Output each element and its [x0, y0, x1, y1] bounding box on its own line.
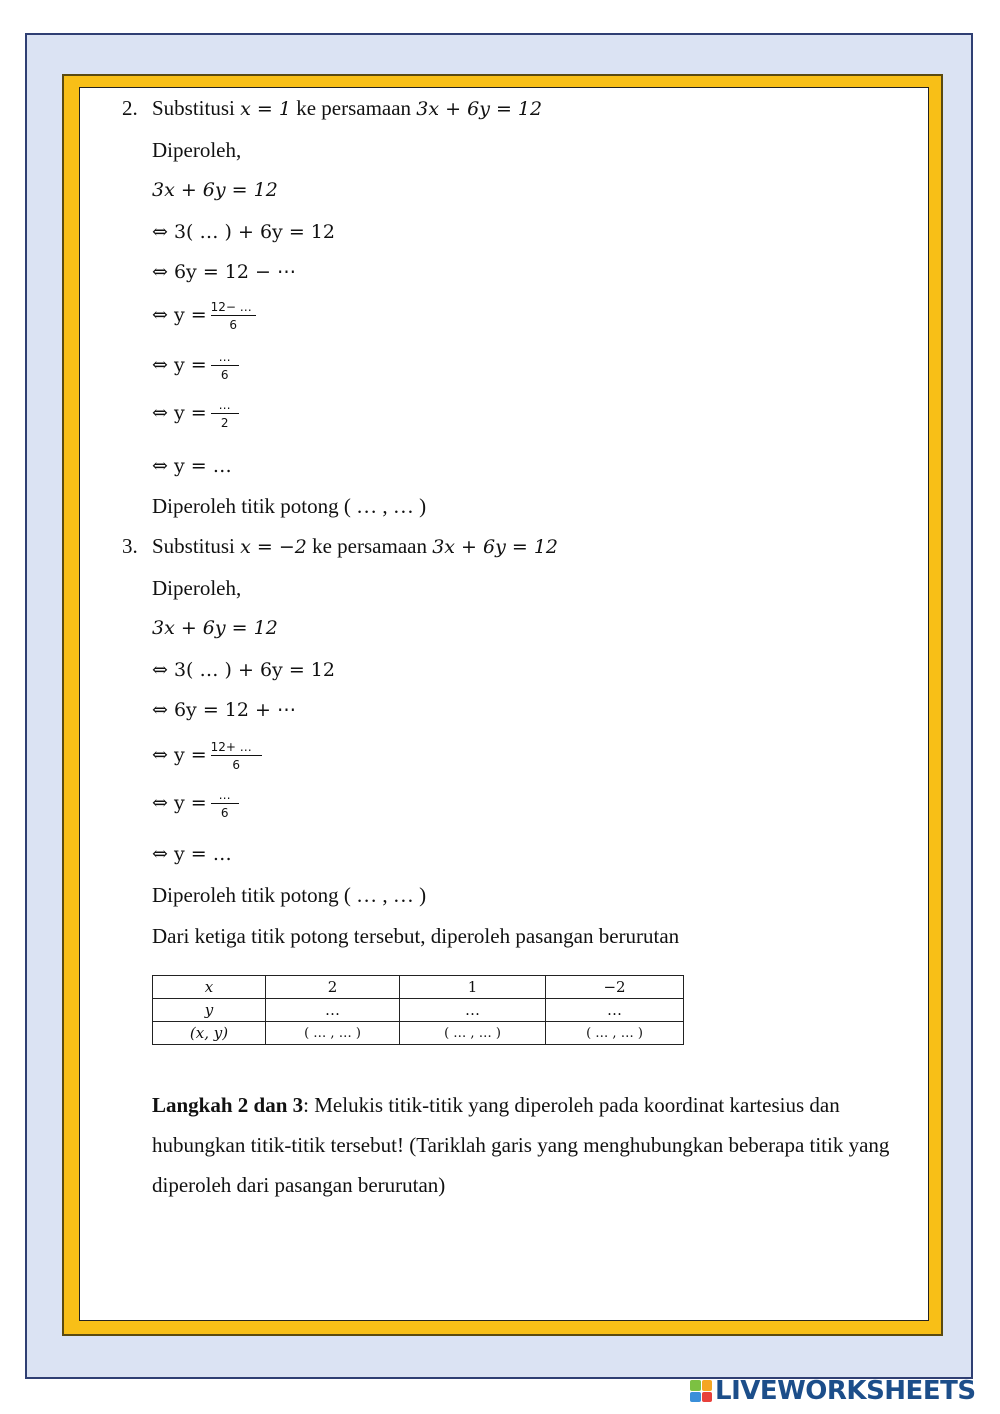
logo-square: [702, 1392, 713, 1403]
s2-step-5: [152, 398, 239, 430]
s3-step-2: ⇔ 6y = 12 + ⋯: [152, 699, 296, 721]
s2-step-3: [152, 300, 256, 332]
table-cell: x: [153, 976, 266, 999]
s3-intro-equation: 3x + 6y = 12: [432, 536, 559, 558]
logo-icon: [690, 1380, 712, 1402]
fraction-numerator: 12− …: [211, 300, 256, 316]
s3-summary: Dari ketiga titik potong tersebut, diperoleh pasangan berurutan: [152, 924, 680, 948]
s3-intro: [152, 534, 558, 559]
table-cell: ( … , … ): [400, 1022, 546, 1045]
s2-step-4-lhs: ⇔ y =: [152, 353, 207, 376]
item-number-2: 2.: [122, 96, 138, 120]
fraction-numerator: …: [211, 788, 239, 804]
table-row-x: [153, 976, 684, 999]
fraction-denominator: 6: [229, 318, 238, 332]
s2-step-3-fraction: [211, 300, 256, 332]
s2-step-5-lhs: ⇔ y =: [152, 401, 207, 424]
table-cell: −2: [546, 976, 684, 999]
s3-equation: 3x + 6y = 12: [152, 617, 278, 639]
s2-intro: [152, 96, 542, 121]
s3-obtained: Diperoleh,: [152, 576, 242, 600]
s3-step-3-lhs: ⇔ y =: [152, 743, 207, 766]
s2-equation: 3x + 6y = 12: [152, 179, 278, 201]
s2-step-1: ⇔ 3( … ) + 6y = 12: [152, 221, 335, 243]
logo-square: [690, 1380, 701, 1391]
s2-obtained: Diperoleh,: [152, 138, 242, 162]
s2-step-6: ⇔ y = …: [152, 455, 232, 477]
s2-step-3-lhs: ⇔ y =: [152, 303, 207, 326]
s3-intro-text2: ke persamaan: [306, 534, 433, 558]
s2-step-4: [152, 350, 239, 382]
table-cell: ( … , … ): [266, 1022, 400, 1045]
s2-intro-math: x = 1: [240, 98, 291, 120]
step-body: : Melukis titik-titik yang diperoleh pada koordinat kartesius dan hubungkan titik-titik tersebut! (Tariklah garis yang menghubungkan beberapa titik yang diperoleh dari pasangan berurutan): [152, 1093, 890, 1197]
fraction-numerator: …: [211, 350, 239, 366]
s3-intro-math: x = −2: [240, 536, 307, 558]
table-cell: ( … , … ): [546, 1022, 684, 1045]
fraction-denominator: 6: [220, 806, 229, 820]
step-instructions: [152, 1085, 922, 1205]
table-cell: (x, y): [153, 1022, 266, 1045]
fraction-numerator: 12+ …: [211, 740, 262, 756]
s3-step-4-fraction: [211, 788, 239, 820]
table-cell: y: [153, 999, 266, 1022]
fraction-denominator: 6: [220, 368, 229, 382]
table-row-xy: [153, 1022, 684, 1045]
s3-step-4-lhs: ⇔ y =: [152, 791, 207, 814]
liveworksheets-logo: [690, 1375, 976, 1407]
step-title: Langkah 2 dan 3: [152, 1093, 304, 1117]
fraction-denominator: 2: [220, 416, 229, 430]
logo-square: [690, 1392, 701, 1403]
s2-step-2: ⇔ 6y = 12 − ⋯: [152, 261, 296, 283]
table-cell: 2: [266, 976, 400, 999]
s3-step-5: ⇔ y = …: [152, 843, 232, 865]
s2-intro-text2: ke persamaan: [290, 96, 417, 120]
s3-step-1: ⇔ 3( … ) + 6y = 12: [152, 659, 335, 681]
s2-intro-text: Substitusi: [152, 96, 241, 120]
table-cell: 1: [400, 976, 546, 999]
fraction-numerator: …: [211, 398, 239, 414]
table-row-y: [153, 999, 684, 1022]
s3-result: Diperoleh titik potong ( … , … ): [152, 883, 427, 907]
s2-step-5-fraction: [211, 398, 239, 430]
logo-square: [702, 1380, 713, 1391]
s2-step-4-fraction: [211, 350, 239, 382]
table-cell: …: [400, 999, 546, 1022]
logo-text: LIVEWORKSHEETS: [715, 1376, 976, 1406]
item-number-3: 3.: [122, 534, 138, 558]
s2-intro-equation: 3x + 6y = 12: [416, 98, 543, 120]
s3-step-4: [152, 788, 239, 820]
s3-step-3-fraction: [211, 740, 262, 772]
fraction-denominator: 6: [232, 758, 241, 772]
s2-result: Diperoleh titik potong ( … , … ): [152, 494, 427, 518]
s3-step-3: [152, 740, 262, 772]
table-cell: …: [546, 999, 684, 1022]
ordered-pairs-table: [152, 975, 684, 1045]
table-cell: …: [266, 999, 400, 1022]
s3-intro-text: Substitusi: [152, 534, 241, 558]
